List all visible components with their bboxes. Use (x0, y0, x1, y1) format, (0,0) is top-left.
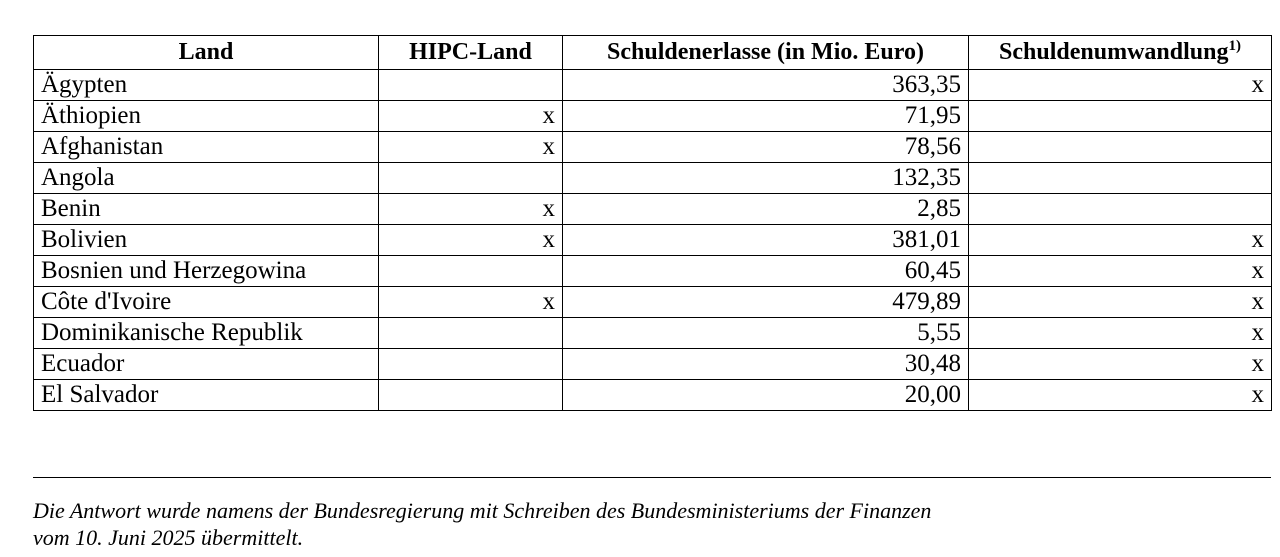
table-row (34, 256, 1272, 287)
cell-conversion (969, 194, 1272, 225)
cell-amount: 30,48 (563, 349, 969, 380)
table-row (34, 380, 1272, 411)
cell-amount: 5,55 (563, 318, 969, 349)
cell-amount: 20,00 (563, 380, 969, 411)
footer-line-2: vom 10. Juni 2025 übermittelt. (33, 525, 304, 550)
header-hipc: HIPC-Land (379, 36, 563, 70)
cell-amount: 363,35 (563, 70, 969, 101)
cell-hipc: x (379, 225, 563, 256)
cell-conversion: x (969, 380, 1272, 411)
cell-hipc: x (379, 287, 563, 318)
table-row (34, 163, 1272, 194)
table-row (34, 318, 1272, 349)
footer-separator (33, 477, 1271, 478)
cell-land: Bosnien und Herzegowina (34, 256, 379, 287)
header-amount: Schuldenerlasse (in Mio. Euro) (563, 36, 969, 70)
cell-land: Angola (34, 163, 379, 194)
cell-amount: 78,56 (563, 132, 969, 163)
cell-hipc (379, 318, 563, 349)
footer-note (33, 497, 931, 551)
cell-conversion (969, 101, 1272, 132)
cell-hipc (379, 70, 563, 101)
cell-amount: 132,35 (563, 163, 969, 194)
cell-land: Dominikanische Republik (34, 318, 379, 349)
footnote-marker: 1) (1228, 38, 1241, 54)
table-row (34, 101, 1272, 132)
table-row (34, 349, 1272, 380)
cell-land: Ecuador (34, 349, 379, 380)
table-header-row (34, 36, 1272, 70)
cell-land: Afghanistan (34, 132, 379, 163)
cell-conversion: x (969, 318, 1272, 349)
cell-land: Ägypten (34, 70, 379, 101)
table-row (34, 70, 1272, 101)
cell-hipc (379, 256, 563, 287)
cell-conversion (969, 132, 1272, 163)
cell-hipc: x (379, 101, 563, 132)
table-row (34, 287, 1272, 318)
cell-land: Benin (34, 194, 379, 225)
cell-conversion: x (969, 70, 1272, 101)
cell-hipc (379, 163, 563, 194)
debt-relief-table (33, 35, 1272, 411)
cell-land: Bolivien (34, 225, 379, 256)
cell-amount: 479,89 (563, 287, 969, 318)
cell-land: El Salvador (34, 380, 379, 411)
cell-conversion: x (969, 256, 1272, 287)
cell-hipc: x (379, 194, 563, 225)
cell-conversion: x (969, 349, 1272, 380)
table-row (34, 225, 1272, 256)
cell-conversion: x (969, 225, 1272, 256)
cell-land: Äthiopien (34, 101, 379, 132)
cell-hipc (379, 349, 563, 380)
table-body (34, 70, 1272, 411)
table-row (34, 132, 1272, 163)
cell-amount: 71,95 (563, 101, 969, 132)
cell-conversion (969, 163, 1272, 194)
header-conversion (969, 36, 1272, 70)
cell-amount: 381,01 (563, 225, 969, 256)
cell-hipc (379, 380, 563, 411)
header-conversion-label: Schuldenumwandlung (999, 39, 1229, 65)
table-row (34, 194, 1272, 225)
cell-land: Côte d'Ivoire (34, 287, 379, 318)
footer-line-1: Die Antwort wurde namens der Bundesregierung mit Schreiben des Bundesministeriums der Finanzen (33, 498, 932, 523)
cell-hipc: x (379, 132, 563, 163)
header-land: Land (34, 36, 379, 70)
cell-amount: 60,45 (563, 256, 969, 287)
cell-conversion: x (969, 287, 1272, 318)
cell-amount: 2,85 (563, 194, 969, 225)
